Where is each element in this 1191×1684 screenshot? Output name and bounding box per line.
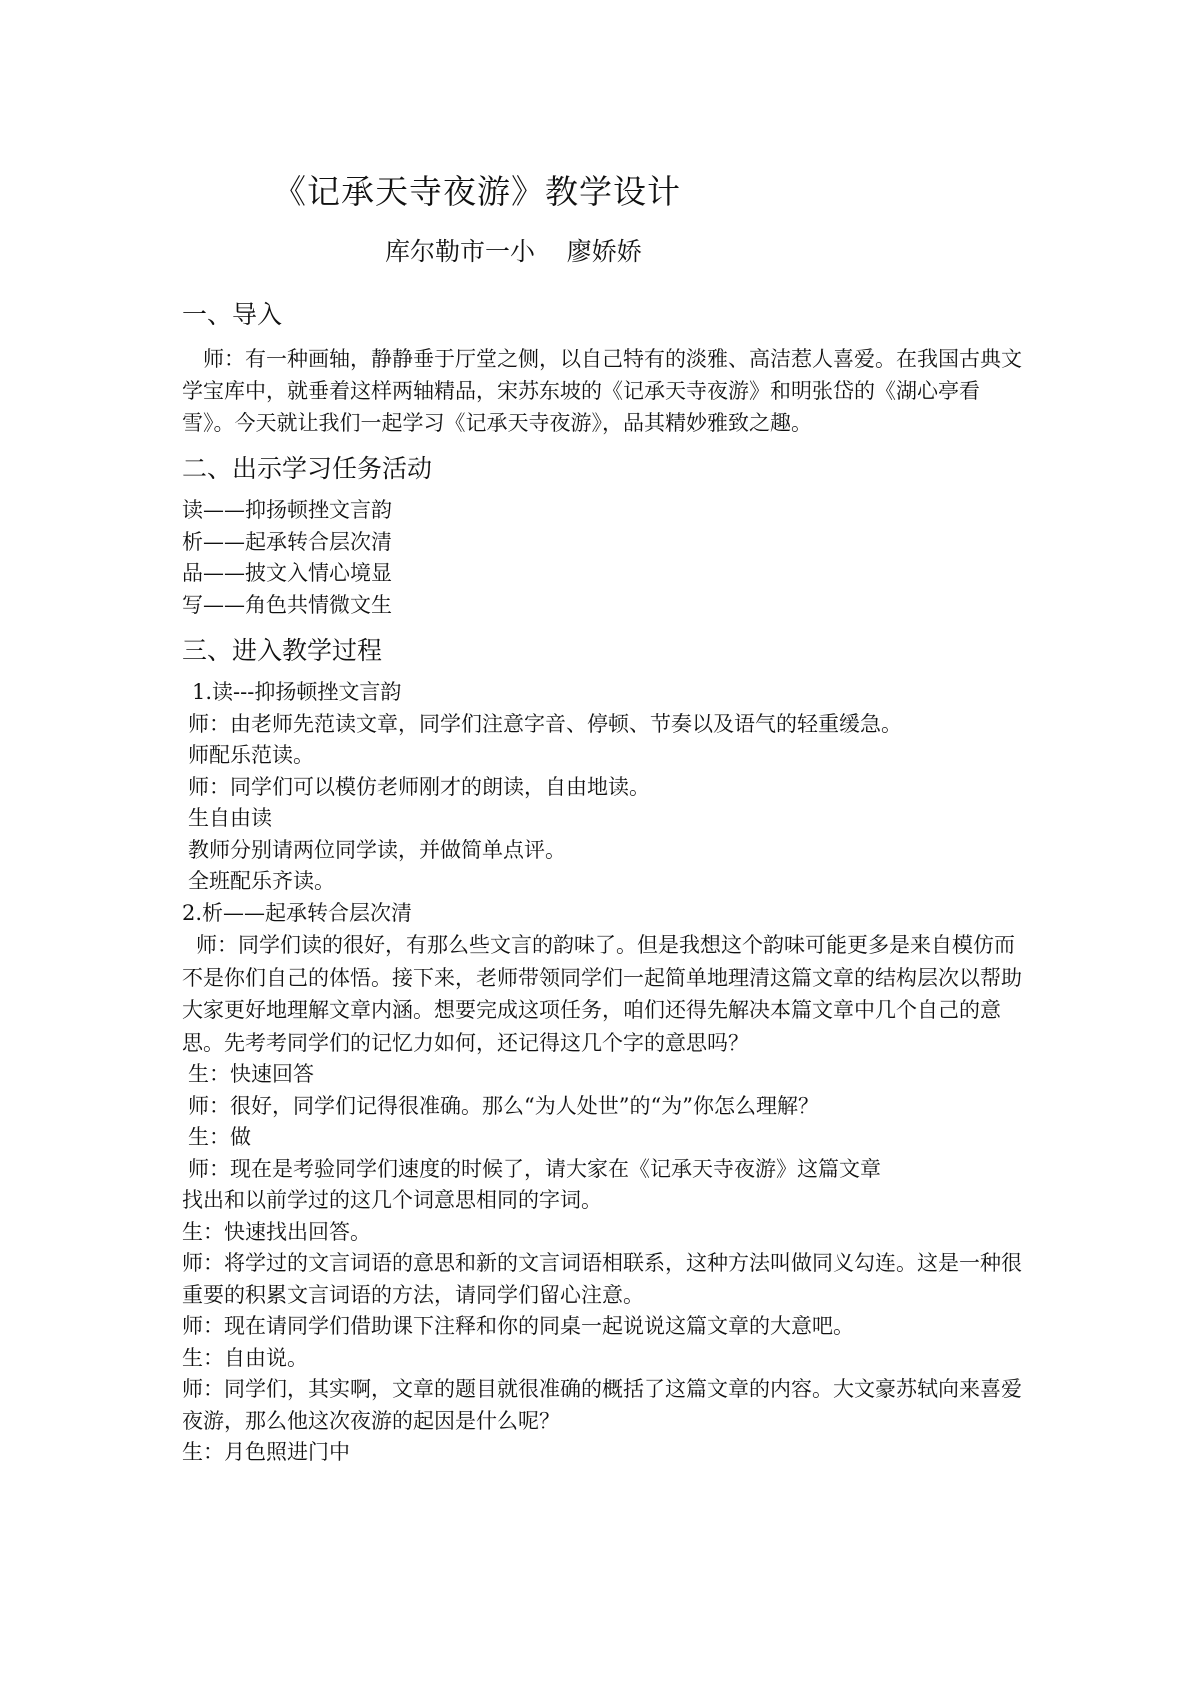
section-heading-tasks: 二、出示学习任务活动 — [182, 454, 433, 483]
document-body — [182, 297, 1032, 1469]
process-line: 生：快速找出回答。 — [182, 1219, 371, 1244]
document-author: 库尔勒市一小 廖娇娇 — [385, 237, 642, 266]
process-line: 教师分别请两位同学读，并做简单点评。 — [188, 837, 566, 862]
process-line: 师：现在是考验同学们速度的时候了，请大家在《记承天寺夜游》这篇文章 — [188, 1156, 881, 1181]
subsection-title-analyze: 2.析——起承转合层次清 — [182, 900, 413, 925]
process-line: 师：同学们可以模仿老师刚才的朗读，自由地读。 — [188, 774, 650, 799]
section-heading-process: 三、进入教学过程 — [182, 636, 383, 665]
intro-paragraph: 师：有一种画轴，静静垂于厅堂之侧，以自己特有的淡雅、高洁惹人喜爱。在我国古典文学宝库中，就垂着这样两轴精品，宋苏东坡的《记承天寺夜游》和明张岱的《湖心亭看雪》。今天就让我们一起学习《记承天寺夜游》，品其精妙雅致之趣。 — [182, 347, 1022, 435]
process-line: 生：自由说。 — [182, 1345, 308, 1370]
analyze-paragraph: 师：同学们读的很好，有那么些文言的韵味了。但是我想这个韵味可能更多是来自模仿而不是你们自己的体悟。接下来，老师带领同学们一起简单地理清这篇文章的结构层次以帮助大家更好地理解文章内涵。想要完成这项任务，咱们还得先解决本篇文章中几个自己的意思。先考考同学们的记忆力如何，还记得这几个字的意思吗？ — [182, 933, 1022, 1055]
task-item: 写——角色共情微文生 — [182, 592, 392, 617]
process-line: 师配乐范读。 — [188, 743, 314, 767]
task-item: 析——起承转合层次清 — [182, 529, 392, 554]
process-line: 师：由老师先范读文章，同学们注意字音、停顿、节奏以及语气的轻重缓急。 — [188, 711, 902, 736]
process-paragraph: 师：将学过的文言词语的意思和新的文言词语相联系，这种方法叫做同义勾连。这是一种很重要的积累文言词语的方法，请同学们留心注意。 — [182, 1251, 1022, 1307]
process-line: 生：月色照进门中 — [182, 1440, 350, 1464]
process-line: 全班配乐齐读。 — [188, 869, 335, 893]
section-heading-intro: 一、导入 — [182, 300, 283, 329]
process-paragraph: 师：同学们，其实啊，文章的题目就很准确的概括了这篇文章的内容。大文豪苏轼向来喜爱夜游，那么他这次夜游的起因是什么呢？ — [182, 1377, 1022, 1433]
process-line: 生：快速回答 — [188, 1062, 314, 1086]
process-line: 师：现在请同学们借助课下注释和你的同桌一起说说这篇文章的大意吧。 — [182, 1314, 854, 1338]
subsection-title-read: 1.读---抑扬顿挫文言韵 — [192, 680, 402, 704]
task-item: 读——抑扬顿挫文言韵 — [182, 498, 392, 522]
document-title: 《记承天寺夜游》教学设计 — [273, 172, 681, 211]
process-line: 生：做 — [188, 1125, 251, 1149]
process-line: 师：很好，同学们记得很准确。那么“为人处世”的“为”你怎么理解？ — [188, 1093, 819, 1118]
task-item: 品——披文入情心境显 — [182, 561, 392, 585]
process-line: 生自由读 — [188, 806, 272, 830]
process-line: 找出和以前学过的这几个词意思相同的字词。 — [182, 1188, 602, 1212]
